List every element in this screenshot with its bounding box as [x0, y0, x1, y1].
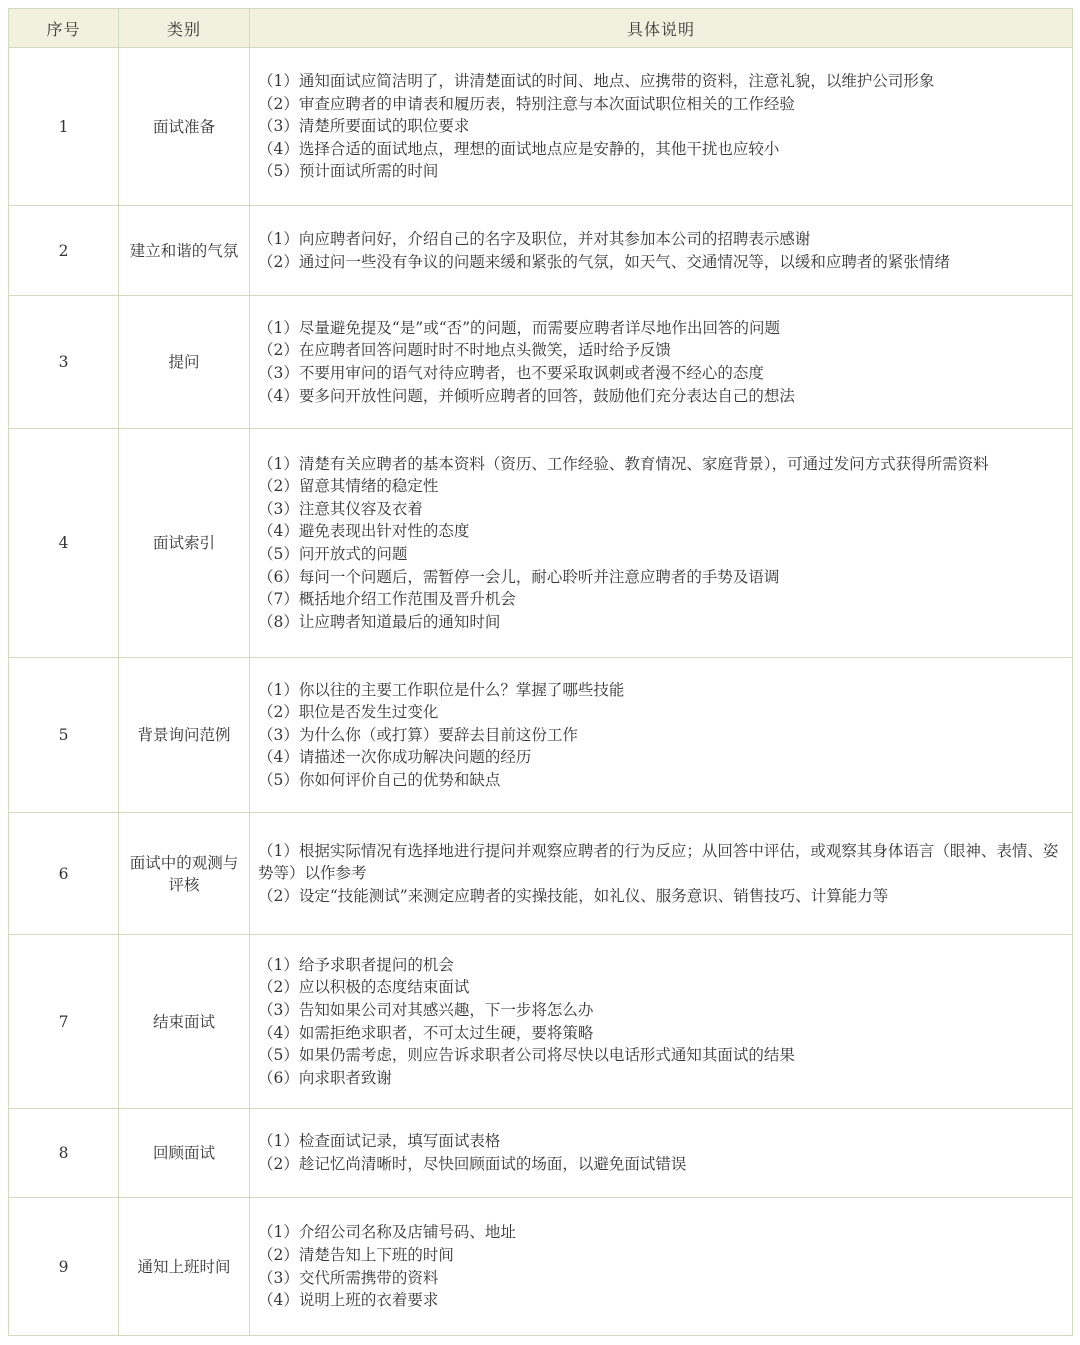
- row-number: 6: [9, 813, 119, 935]
- table-row: [9, 296, 1073, 429]
- row-category-label: 提问: [168, 353, 200, 371]
- row-category-label: 背景询问范例: [137, 726, 231, 744]
- row-description: [250, 296, 1073, 429]
- row-number: 2: [9, 206, 119, 296]
- description-item: （6）每问一个问题后，需暂停一会儿，耐心聆听并注意应聘者的手势及语调: [258, 567, 780, 586]
- row-number: 7: [9, 935, 119, 1109]
- header-description: 具体说明: [250, 9, 1073, 48]
- header-number: 序号: [9, 9, 119, 48]
- description-item: （1）根据实际情况有选择地进行提问并观察应聘者的行为反应；从回答中评估，或观察其身体语言（眼神、表情、姿势等）以作参考: [258, 841, 1059, 883]
- table-row: [9, 935, 1073, 1109]
- table-row: [9, 429, 1073, 658]
- description-item: （8）让应聘者知道最后的通知时间: [258, 612, 501, 631]
- description-item: （3）交代所需携带的资料: [258, 1268, 439, 1287]
- description-item: （2）审查应聘者的申请表和履历表，特别注意与本次面试职位相关的工作经验: [258, 94, 795, 113]
- description-item: （3）不要用审问的语气对待应聘者，也不要采取讽刺或者漫不经心的态度: [258, 364, 764, 382]
- row-number: 9: [9, 1198, 119, 1336]
- description-item: （4）避免表现出针对性的态度: [258, 522, 470, 541]
- row-category: [119, 429, 250, 658]
- row-category: [119, 1109, 250, 1198]
- table-row: [9, 1198, 1073, 1336]
- row-category-label: 面试中的观测与评核: [129, 853, 239, 894]
- description-item: （5）你如何评价自己的优势和缺点: [258, 770, 501, 789]
- description-item: （3）为什么你（或打算）要辞去目前这份工作: [258, 725, 578, 744]
- description-item: （2）趁记忆尚清晰时，尽快回顾面试的场面，以避免面试错误: [258, 1155, 687, 1173]
- header-category: 类别: [119, 9, 250, 48]
- description-item: （3）告知如果公司对其感兴趣，下一步将怎么办: [258, 1000, 594, 1019]
- description-item: （1）检查面试记录，填写面试表格: [258, 1132, 501, 1151]
- description-item: （1）你以往的主要工作职位是什么？掌握了哪些技能: [258, 680, 625, 699]
- row-description: [250, 48, 1073, 206]
- description-item: （2）清楚告知上下班的时间: [258, 1245, 454, 1264]
- description-item: （4）请描述一次你成功解决问题的经历: [258, 748, 532, 767]
- row-number: 5: [9, 658, 119, 813]
- row-category-label: 回顾面试: [152, 1144, 215, 1162]
- description-item: （1）向应聘者问好，介绍自己的名字及职位，并对其参加本公司的招聘表示感谢: [258, 229, 811, 248]
- interview-guide-table-container: [8, 8, 1073, 1336]
- row-description: [250, 813, 1073, 935]
- row-number: 1: [9, 48, 119, 206]
- description-item: （6）向求职者致谢: [258, 1068, 392, 1087]
- row-description: [250, 1109, 1073, 1198]
- row-category-label: 结束面试: [152, 1012, 215, 1031]
- row-category-label: 建立和谐的气氛: [129, 241, 239, 260]
- description-item: （2）职位是否发生过变化: [258, 703, 439, 722]
- description-item: （2）通过问一些没有争议的问题来缓和紧张的气氛，如天气、交通情况等，以缓和应聘者的紧张情绪: [258, 252, 950, 271]
- row-category: [119, 813, 250, 935]
- table-row: [9, 206, 1073, 296]
- row-category: [119, 296, 250, 429]
- table-header-row: [9, 9, 1073, 48]
- table-row: [9, 658, 1073, 813]
- description-item: （1）尽量避免提及“是”或“否”的问题，而需要应聘者详尽地作出回答的问题: [258, 318, 781, 337]
- description-item: （4）选择合适的面试地点，理想的面试地点应是安静的，其他干扰也应较小: [258, 139, 780, 158]
- description-item: （4）要多问开放性问题，并倾听应聘者的回答，鼓励他们充分表达自己的想法: [258, 386, 795, 405]
- description-item: （3）清楚所要面试的职位要求: [258, 117, 470, 136]
- table-row: [9, 1109, 1073, 1198]
- row-category-label: 通知上班时间: [137, 1257, 231, 1276]
- description-item: （2）设定“技能测试”来测定应聘者的实操技能，如礼仪、服务意识、销售技巧、计算能力等: [258, 886, 889, 905]
- table-row: [9, 813, 1073, 935]
- description-item: （5）问开放式的问题: [258, 545, 408, 563]
- row-description: [250, 1198, 1073, 1336]
- description-item: （2）应以积极的态度结束面试: [258, 978, 470, 997]
- description-item: （4）如需拒绝求职者，不可太过生硬，要将策略: [258, 1023, 594, 1042]
- description-item: （1）给予求职者提问的机会: [258, 955, 454, 974]
- row-description: [250, 935, 1073, 1109]
- description-item: （2）在应聘者回答问题时时不时地点头微笑，适时给予反馈: [258, 341, 671, 360]
- table-row: [9, 48, 1073, 206]
- row-description: [250, 658, 1073, 813]
- interview-guide-table: [8, 8, 1073, 1336]
- row-category: [119, 1198, 250, 1336]
- row-number: 8: [9, 1109, 119, 1198]
- description-item: （1）介绍公司名称及店铺号码、地址: [258, 1223, 516, 1242]
- description-item: （4）说明上班的衣着要求: [258, 1291, 439, 1310]
- row-category: [119, 206, 250, 296]
- row-category-label: 面试准备: [152, 117, 215, 136]
- row-description: [250, 429, 1073, 658]
- description-item: （1）通知面试应简洁明了，讲清楚面试的时间、地点、应携带的资料，注意礼貌，以维护公司形象: [258, 72, 935, 91]
- description-item: （3）注意其仪容及衣着: [258, 499, 423, 518]
- description-item: （5）预计面试所需的时间: [258, 162, 439, 181]
- description-item: （7）概括地介绍工作范围及晋升机会: [258, 590, 516, 609]
- row-number: 3: [9, 296, 119, 429]
- row-number: 4: [9, 429, 119, 658]
- row-category: [119, 658, 250, 813]
- row-category-label: 面试索引: [152, 534, 215, 552]
- description-item: （1）清楚有关应聘者的基本资料（资历、工作经验、教育情况、家庭背景），可通过发问方式获得所需资料: [258, 454, 989, 473]
- row-description: [250, 206, 1073, 296]
- description-item: （2）留意其情绪的稳定性: [258, 477, 439, 496]
- description-item: （5）如果仍需考虑，则应告诉求职者公司将尽快以电话形式通知其面试的结果: [258, 1046, 795, 1065]
- row-category: [119, 935, 250, 1109]
- table-body: [9, 48, 1073, 1336]
- row-category: [119, 48, 250, 206]
